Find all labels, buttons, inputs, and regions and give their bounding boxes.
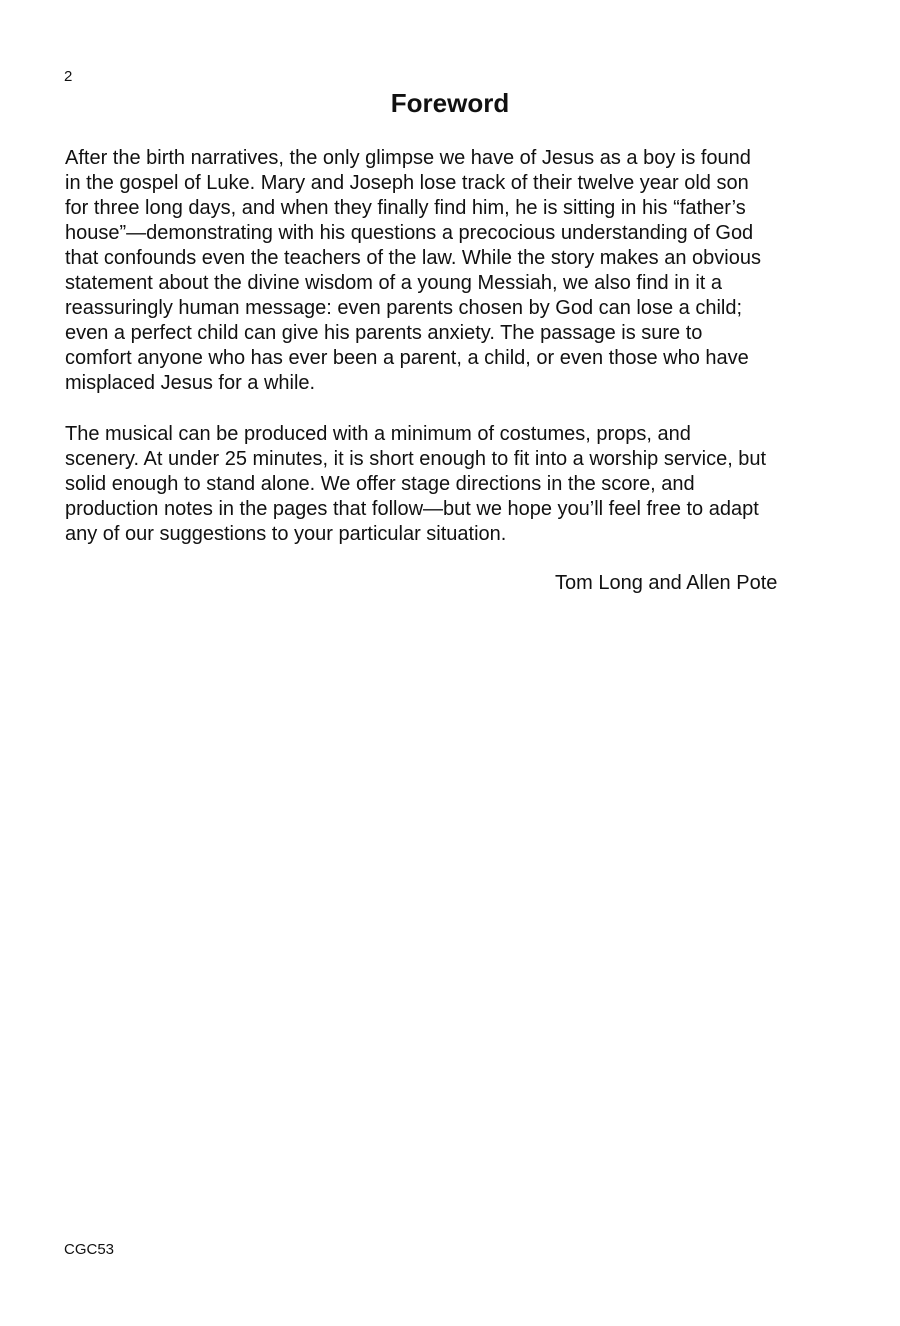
text-line: comfort anyone who has ever been a parent, a child, or even those who have [65,347,749,369]
text-line: reassuringly human message: even parents chosen by God can lose a child; [65,297,743,319]
text-line: scenery. At under 25 minutes, it is short enough to fit into a worship service, but [65,448,767,470]
text-line: house”—demonstrating with his questions a precocious understanding of God [65,222,754,244]
text-line: production notes in the pages that follow—but we hope you’ll feel free to adapt [65,498,759,520]
text-line: solid enough to stand alone. We offer stage directions in the score, and [65,473,695,495]
author-signature: Tom Long and Allen Pote [555,572,778,594]
foreword-paragraph-2 [65,422,855,547]
page-number: 2 [64,68,73,85]
text-line: that confounds even the teachers of the law. While the story makes an obvious [65,247,761,269]
text-line: misplaced Jesus for a while. [65,372,316,394]
text-line: any of our suggestions to your particular situation. [65,523,507,545]
text-line: The musical can be produced with a minimum of costumes, props, and [65,423,691,445]
text-line: even a perfect child can give his parents anxiety. The passage is sure to [65,322,703,344]
catalog-code: CGC53 [64,1241,115,1258]
text-line: for three long days, and when they finally find him, he is sitting in his “father’s [65,197,746,219]
foreword-paragraph-1 [65,146,855,396]
page-title: Foreword [390,88,510,118]
text-line: After the birth narratives, the only glimpse we have of Jesus as a boy is found [65,147,751,169]
text-line: in the gospel of Luke. Mary and Joseph lose track of their twelve year old son [65,172,749,194]
text-line: statement about the divine wisdom of a young Messiah, we also find in it a [65,272,723,294]
